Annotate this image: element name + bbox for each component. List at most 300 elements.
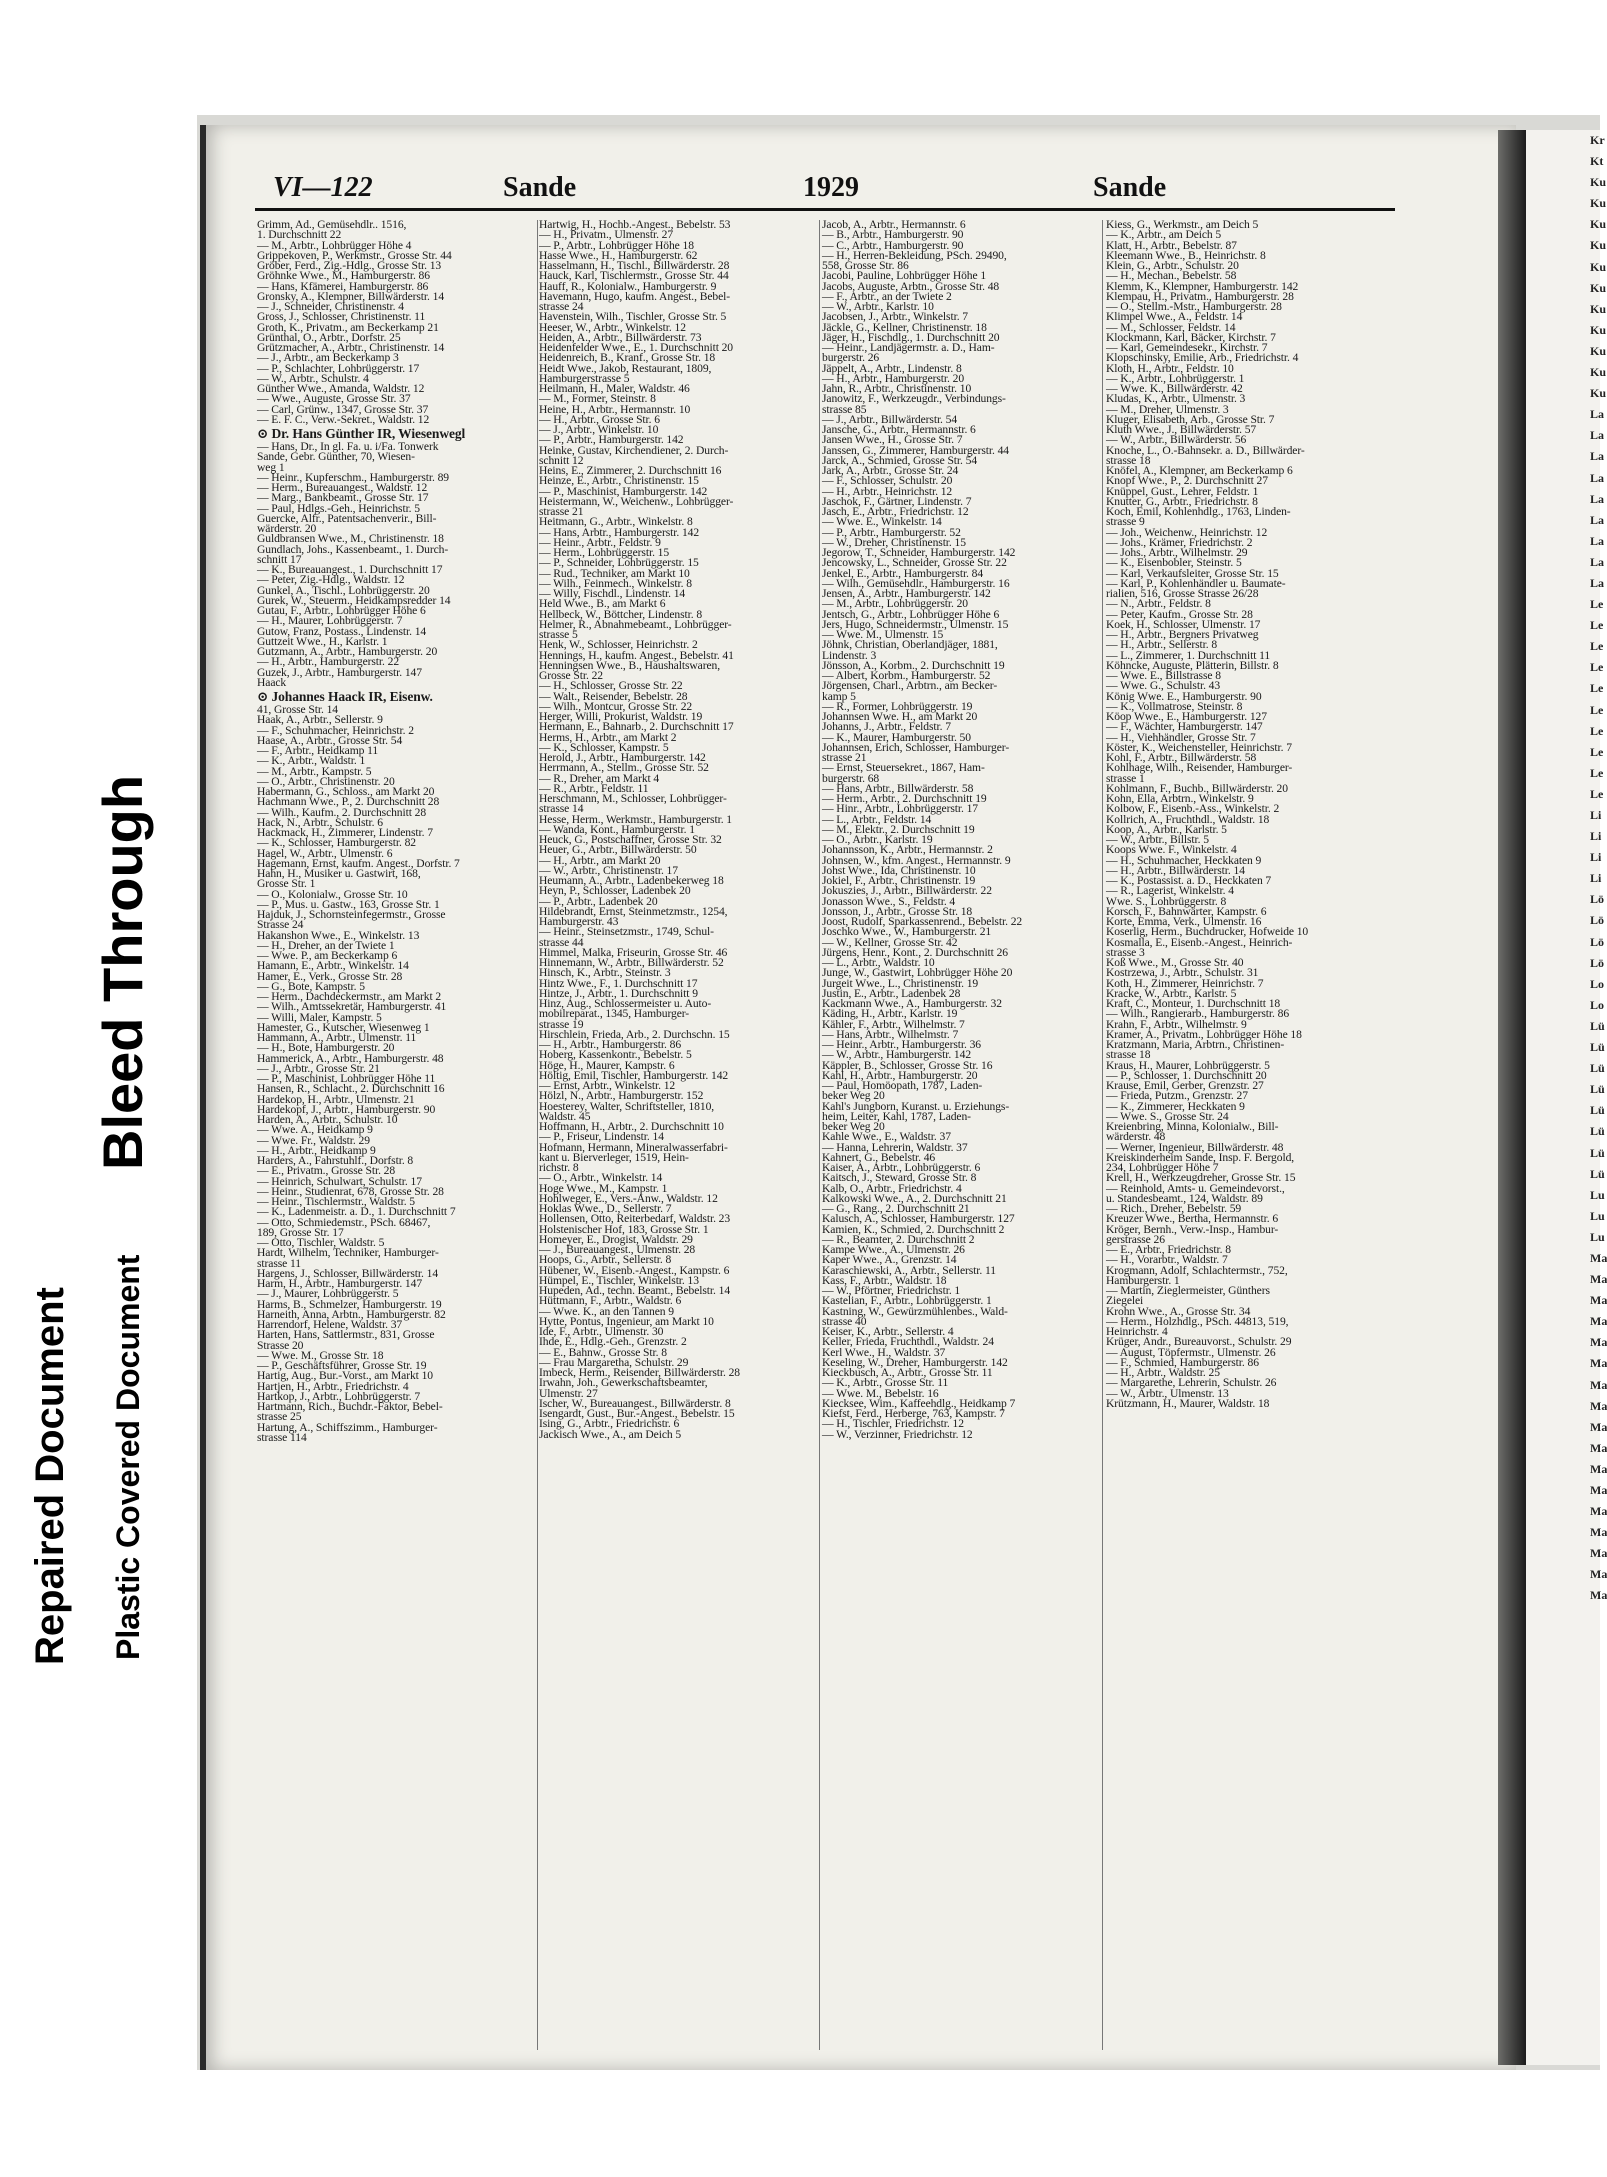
directory-entry: — H., Herren-Bekleidung, PSch. 29490, (822, 248, 1007, 262)
directory-entry: — Wwe. P., am Beckerkamp 6 (257, 949, 398, 962)
directory-entry: Hartwig, H., Hochb.-Angest., Bebelstr. 53 (539, 218, 731, 231)
directory-entry: — August, Töpfermstr., Ulmenstr. 26 (1106, 1345, 1276, 1359)
directory-entry: — O., Arbtr., Winkelstr. 14 (539, 1171, 663, 1185)
directory-entry: strasse 3 (1106, 945, 1145, 959)
directory-entry: Jacobsen, J., Arbtr., Winkelstr. 7 (822, 310, 968, 324)
next-page-stub: Lü (1590, 1082, 1605, 1097)
directory-column-2 (539, 220, 820, 2050)
directory-entry: Kahnert, G., Bebelstr. 46 (822, 1150, 936, 1164)
directory-entry: Klopschinsky, Emilie, Arb., Friedrichstr. 4 (1106, 351, 1299, 365)
directory-entry: Grippekoven, P., Werkmstr., Grosse Str. 44 (257, 248, 452, 262)
directory-entry: Kröger, Bernh., Verw.-Insp., Hambur- (1106, 1222, 1279, 1236)
directory-entry: Kackmann Wwe., A., Hamburgerstr. 32 (822, 997, 1002, 1010)
directory-entry: Hoffmann, H., Arbtr., 2. Durchschnitt 10 (539, 1120, 724, 1133)
directory-entry: — R., Arbtr., Feldstr. 11 (539, 781, 649, 795)
next-page-stub: Li (1590, 808, 1602, 822)
directory-entry: — Hans, Arbtr., Wilhelmstr. 7 (822, 1027, 959, 1041)
next-page-stub: Le (1590, 702, 1604, 717)
directory-entry: Gurek, W., Steuerm., Heidkampsredder 14 (257, 593, 451, 607)
directory-entry: Johannsen, Erich, Schlosser, Hamburger- (822, 740, 1010, 754)
directory-entry: — W., Arbtr., Billstr. 5 (1106, 833, 1209, 846)
directory-entry: Haack (257, 675, 287, 689)
directory-entry: strasse 5 (539, 628, 578, 641)
directory-entry: Kleemann Wwe., B., Heinrichstr. 8 (1106, 248, 1266, 262)
directory-entry: Haak, A., Arbtr., Sellerstr. 9 (257, 713, 383, 727)
directory-entry: Hartjen, H., Arbtr., Friedrichstr. 4 (257, 1379, 409, 1393)
next-page-stub: Ku (1590, 238, 1607, 253)
directory-entry: Heidenreich, B., Kranf., Grosse Str. 18 (539, 351, 716, 365)
next-page-stub: Ku (1590, 343, 1607, 358)
directory-entry: Hamburgerstr. 1 (1106, 1273, 1180, 1287)
directory-entry: — Heinr., Arbtr., Hamburgerstr. 36 (822, 1038, 982, 1051)
directory-entry: — Margarethe, Lehrerin, Schulstr. 26 (1106, 1376, 1277, 1390)
directory-entry: Klemm, K., Klempner, Hamburgerstr. 142 (1106, 279, 1299, 293)
directory-entry: — M., Schlosser, Feldstr. 14 (1106, 320, 1236, 334)
directory-entry: — L., Arbtr., Waldstr. 10 (822, 956, 935, 969)
next-page-stub: Lu (1590, 1187, 1605, 1202)
directory-entry: Knüppel, Gust., Lehrer, Feldstr. 1 (1106, 484, 1259, 498)
directory-entry: — E., Privatm., Grosse Str. 28 (257, 1164, 396, 1178)
directory-entry: Jäger, H., Fischdlg., 1. Durchschnitt 20 (822, 330, 1000, 344)
directory-entry: — Willi, Maler, Kampstr. 5 (257, 1010, 382, 1024)
directory-entry: — H., Mechan., Bebelstr. 58 (1106, 269, 1237, 283)
directory-entry: — O., Kolonialw., Grosse Str. 10 (257, 887, 408, 901)
directory-entry: — Wwe. G., Schulstr. 43 (1106, 679, 1221, 693)
directory-entry: kamp 5 (822, 689, 856, 703)
next-page-stub: Le (1590, 786, 1604, 801)
directory-entry: weg 1 (257, 460, 285, 474)
directory-entry: Lindenstr. 3 (822, 648, 877, 662)
next-page-stub: Lü (1590, 1124, 1605, 1139)
directory-entry: — Wilh., Rangierarb., Hamburgerstr. 86 (1106, 1007, 1290, 1021)
next-page-stub: La (1590, 449, 1605, 464)
directory-entry: — H., Maurer, Lohbrüggerstr. 7 (257, 614, 403, 628)
directory-entry: — H., Dreher, an der Twiete 1 (257, 938, 395, 952)
directory-entry: — Wwe. K., an den Tannen 9 (539, 1304, 674, 1318)
directory-entry: strasse 1 (1106, 771, 1145, 785)
directory-entry: — K., Bureauangest., 1. Durchschnitt 17 (257, 563, 443, 576)
next-page-stub: Lö (1590, 955, 1605, 970)
directory-entry: — Herm., Dachdeckermstr., am Markt 2 (257, 990, 442, 1003)
directory-entry: Hirschlein, Frieda, Arb., 2. Durchschn. 15 (539, 1027, 730, 1041)
directory-entry: — Hinr., Arbtr., Lohbrüggerstr. 17 (822, 802, 979, 816)
directory-entry: schnitt 17 (257, 552, 302, 566)
directory-entry: — B., Arbtr., Hamburgerstr. 90 (822, 228, 964, 242)
directory-entry: Hoesterey, Walter, Schriftsteller, 1810, (539, 1099, 715, 1113)
directory-entry: strasse 24 (539, 300, 584, 313)
directory-entry: Hardekopf, J., Arbtr., Hamburgerstr. 90 (257, 1102, 436, 1116)
directory-entry: Harten, Hans, Sattlermstr., 831, Grosse (257, 1328, 435, 1342)
directory-entry: Köster, K., Weichensteller, Heinrichstr. 7 (1106, 740, 1292, 754)
directory-entry: Habermann, G., Schloss., am Markt 20 (257, 785, 435, 798)
directory-entry: — P., Maschinist, Lohbrügger Höhe 11 (257, 1072, 436, 1085)
directory-entry: Gronsky, A., Klempner, Billwärderstr. 14 (257, 289, 445, 303)
directory-entry: Jentsch, G., Arbtr., Lohbrügger Höhe 6 (822, 607, 1000, 621)
directory-entry: Hamer, E., Verk., Grosse Str. 28 (257, 969, 403, 983)
directory-entry: Hamburgerstr. 43 (539, 915, 619, 928)
directory-entry: — Martin, Zieglermeister, Günthers (1106, 1284, 1270, 1297)
directory-entry: Justin, E., Arbtr., Ladenbek 28 (822, 986, 961, 1000)
directory-entry: Ising, G., Arbtr., Friedrichstr. 6 (539, 1417, 680, 1431)
next-page-stub: Ma (1590, 1293, 1607, 1308)
directory-entry: Homeyer, E., Drogist, Waldstr. 29 (539, 1232, 693, 1246)
next-page-stub: Ma (1590, 1419, 1607, 1434)
directory-entry: Hardekop, H., Arbtr., Ulmenstr. 21 (257, 1092, 415, 1106)
directory-entry: — O., Arbtr., Karlstr. 19 (822, 833, 933, 846)
directory-entry: — H., Privatm., Ulmenstr. 27 (539, 228, 674, 242)
directory-entry: — W., Verzinner, Friedrichstr. 12 (822, 1427, 973, 1441)
directory-entry: Guercke, Alfr., Patentsachenverir., Bill- (257, 511, 437, 525)
directory-entry: — W., Arbtr., Schulstr. 4 (257, 371, 369, 385)
directory-entry: — Karl, Gemeindesekr., Kirchstr. 7 (1106, 341, 1268, 354)
directory-entry: Jansen Wwe., H., Grosse Str. 7 (822, 433, 963, 447)
directory-entry: — H., Arbtr., Billwärderstr. 14 (1106, 863, 1245, 877)
directory-entry: Herrmann, A., Stellm., Grosse Str. 52 (539, 761, 709, 775)
directory-entry: ⊙ Johannes Haack IR, Eisenw. (257, 689, 433, 704)
directory-entry: Jacobs, Auguste, Arbtn., Grosse Str. 48 (822, 279, 1000, 293)
directory-entry: 1. Durchschnitt 22 (257, 228, 342, 242)
directory-entry: strasse 114 (257, 1430, 307, 1444)
next-page-stub: Ma (1590, 1567, 1607, 1582)
directory-entry: Kaiser, A., Arbtr., Lohbrüggerstr. 6 (822, 1161, 981, 1174)
label-repaired-document: Repaired Document (28, 1287, 72, 1665)
directory-entry: Krogmann, Adolf, Schlachtermstr., 752, (1106, 1263, 1288, 1277)
directory-entry: — R., Beamter, 2. Durchschnitt 2 (822, 1232, 975, 1246)
directory-entry: Jackisch Wwe., A., am Deich 5 (539, 1427, 682, 1441)
directory-entry: Joost, Rudolf, Sparkassenrend., Bebelstr. 22 (822, 915, 1023, 928)
directory-entry: — H., Arbtr., am Markt 20 (539, 853, 661, 867)
directory-column-1 (257, 220, 538, 2050)
directory-entry: Kollrich, A., Fruchthdl., Waldstr. 18 (1106, 812, 1270, 826)
next-page-stub: Kr (1590, 133, 1605, 147)
directory-entry: Hölzl, N., Arbtr., Hamburgerstr. 152 (539, 1089, 704, 1103)
directory-entry: — H., Arbtr., Hamburgerstr. 20 (822, 371, 965, 385)
next-page-stub: La (1590, 554, 1605, 569)
directory-entry: Havenstein, Wilh., Tischler, Grosse Str. 5 (539, 310, 727, 324)
next-page-stub: Lü (1590, 1166, 1605, 1181)
directory-entry: Jensen, A., Arbtr., Hamburgerstr. 142 (822, 587, 991, 600)
directory-entry: Holstenischer Hof, 183, Grosse Str. 1 (539, 1222, 709, 1236)
directory-entry: — M., Arbtr., Kampstr. 5 (257, 764, 372, 778)
directory-entry: Hesse, Herm., Werkmstr., Hamburgerstr. 1 (539, 812, 732, 826)
directory-entry: Heumann, A., Arbtr., Ladenbekerweg 18 (539, 874, 724, 887)
directory-entry: Hytte, Pontus, Ingenieur, am Markt 10 (539, 1314, 714, 1328)
directory-entry: — Frieda, Putzm., Grenzstr. 27 (1106, 1089, 1248, 1103)
next-page-stub: Ma (1590, 1377, 1607, 1392)
directory-entry: — Hans, Arbtr., Billwärderstr. 58 (822, 781, 974, 795)
directory-entry: strasse 21 (539, 505, 584, 518)
directory-entry: Gröber, Ferd., Zig.-Hdlg., Grosse Str. 13 (257, 259, 442, 272)
directory-entry: — K., Schlosser, Hamburgerstr. 82 (257, 836, 416, 850)
directory-entry: Kloth, H., Arbtr., Feldstr. 10 (1106, 361, 1234, 375)
next-page-stub: Ma (1590, 1356, 1607, 1371)
directory-entry: — K., Eisenbobler, Steinstr. 5 (1106, 556, 1242, 570)
next-page-stub: Le (1590, 765, 1604, 780)
next-page-stub: Lü (1590, 1018, 1605, 1033)
directory-entry: Hartmann, Rich., Buchdr.-Faktor, Bebel- (257, 1400, 443, 1413)
directory-entry: Herold, J., Arbtr., Hamburgerstr. 142 (539, 751, 706, 764)
directory-entry: — Otto, Tischler, Waldstr. 5 (257, 1236, 385, 1249)
directory-entry: König Wwe. E., Hamburgerstr. 90 (1106, 689, 1262, 703)
directory-entry: — H., Arbtr., Sellerstr. 8 (1106, 638, 1218, 652)
directory-entry: — H., Arbtr., Heinrichstr. 12 (822, 484, 953, 498)
directory-entry: — H., Vorarbtr., Waldstr. 7 (1106, 1253, 1228, 1267)
directory-entry: Kluger, Elisabeth, Arb., Grosse Str. 7 (1106, 412, 1275, 426)
next-page-stub: Le (1590, 660, 1604, 675)
directory-entry: Heeser, W., Arbtr., Winkelstr. 12 (539, 320, 686, 334)
next-page-stub: La (1590, 533, 1605, 548)
directory-entry: — Willy, Fischdl., Lindenstr. 14 (539, 587, 686, 600)
directory-entry: Kamien, K., Schmied, 2. Durchschnitt 2 (822, 1222, 1005, 1236)
next-page-stub: La (1590, 575, 1605, 590)
directory-entry: Kohn, Ella, Arbtrn., Winkelstr. 9 (1106, 792, 1254, 805)
next-page-stub: Lü (1590, 1040, 1605, 1055)
next-page-stub: La (1590, 512, 1605, 527)
directory-entry: heim, Leiter, Kahl, 1787, Laden- (822, 1109, 971, 1123)
directory-entry: — W., Dreher, Christinenstr. 15 (822, 535, 966, 549)
next-page-edge (1526, 130, 1607, 2065)
directory-entry: strasse 14 (539, 802, 584, 816)
directory-entry: Kreienbring, Minna, Kolonialw., Bill- (1106, 1120, 1279, 1133)
next-page-stub: Kt (1590, 154, 1604, 169)
next-page-stub: Ku (1590, 259, 1607, 274)
directory-entry: Kastelian, F., Arbtr., Lohbrüggerstr. 1 (822, 1294, 992, 1308)
directory-entry: Jaschok, F., Gärtner, Lindenstr. 7 (822, 494, 972, 508)
next-page-stub: Le (1590, 597, 1604, 612)
directory-entry: Käppler, B., Schlosser, Grosse Str. 16 (822, 1058, 993, 1072)
directory-entry: Ziegelei (1106, 1294, 1144, 1308)
directory-entry: Janowitz, F., Werkzeugdr., Verbindungs- (822, 392, 1006, 406)
next-page-stub: La (1590, 470, 1605, 485)
directory-entry: — Otto, Schmiedemstr., PSch. 68467, (257, 1215, 431, 1229)
directory-entry: — Albert, Korbm., Hamburgerstr. 52 (822, 669, 991, 682)
directory-entry: — Heinrich, Schulwart, Schulstr. 17 (257, 1174, 422, 1188)
directory-entry: — Herm., Bureauangest., Waldstr. 12 (257, 481, 428, 494)
directory-entry: Jahn, R., Arbtr., Christinenstr. 10 (822, 382, 972, 395)
directory-entry: — Wwe. Fr., Waldstr. 29 (257, 1133, 370, 1147)
directory-entry: Kreiskinderheim Sande, Insp. F. Bergold, (1106, 1150, 1295, 1164)
next-page-stub: Ma (1590, 1504, 1607, 1519)
directory-entry: — J., Maurer, Lohbrüggerstr. 5 (257, 1287, 399, 1301)
directory-entry: Kieckbusch, A., Arbtr., Grosse Str. 11 (822, 1366, 993, 1379)
directory-entry: Knöfel, A., Klempner, am Beckerkamp 6 (1106, 464, 1293, 477)
directory-entry: Kalb, O., Arbtr., Friedrichstr. 4 (822, 1181, 962, 1195)
directory-entry: Jokuszies, J., Arbtr., Billwärderstr. 22 (822, 884, 992, 898)
directory-entry: Hinz, Aug., Schlossermeister u. Auto- (539, 997, 712, 1010)
directory-entry: Hümpel, E., Tischler, Winkelstr. 13 (539, 1273, 699, 1287)
directory-entry: Hofmann, Hermann, Mineralwasserfabri- (539, 1140, 728, 1154)
directory-entry: — Reinhold, Amts- u. Gemeindevorst., (1106, 1181, 1285, 1195)
next-page-stub: Lu (1590, 1208, 1605, 1223)
directory-entry: Heistermann, W., Weichenw., Lohbrügger- (539, 494, 734, 508)
directory-entry: Köhncke, Auguste, Plätterin, Billstr. 8 (1106, 658, 1279, 672)
directory-entry: Johnsen, W., kfm. Angest., Hermannstr. 9 (822, 853, 1011, 867)
next-page-stub: Ma (1590, 1546, 1607, 1561)
directory-entry: — W., Arbtr., Billwärderstr. 56 (1106, 433, 1247, 447)
directory-entry: Jäckle, G., Kellner, Christinenstr. 18 (822, 320, 987, 334)
directory-entry: Hartkop, J., Arbtr., Lohbrüggerstr. 7 (257, 1389, 421, 1403)
next-page-stub: Ku (1590, 280, 1607, 295)
directory-entry: — Johs., Krämer, Friedrichstr. 2 (1106, 535, 1253, 549)
directory-entry: — H., Viehhändler, Grosse Str. 7 (1106, 730, 1256, 744)
directory-entry: Hahn, H., Musiker u. Gastwirt, 168, (257, 867, 421, 880)
directory-entry: — L., Zimmerer, 1. Durchschnitt 11 (1106, 648, 1271, 662)
directory-entry: — F., Schmied, Hamburgerstr. 86 (1106, 1355, 1259, 1369)
directory-entry: ⊙ Dr. Hans Günther IR, Wiesenwegl (257, 426, 466, 441)
next-page-stub: Lö (1590, 913, 1605, 928)
directory-entry: — Wwe. M., Bebelstr. 16 (822, 1386, 939, 1400)
directory-entry: — W., Kellner, Grosse Str. 42 (822, 935, 958, 949)
directory-entry: Höge, H., Maurer, Kampstr. 6 (539, 1058, 675, 1072)
directory-entry: Jencowsky, L., Schneider, Grosse Str. 22 (822, 556, 1007, 570)
directory-entry: — E., Arbtr., Friedrichstr. 8 (1106, 1243, 1231, 1256)
directory-entry: — Wwe. M., Ulmenstr. 15 (822, 628, 944, 641)
directory-entry: Kahle Wwe., E., Waldstr. 37 (822, 1130, 951, 1144)
next-page-stub: Ma (1590, 1483, 1607, 1497)
directory-entry: — K., Vollmatrose, Steinstr. 8 (1106, 699, 1243, 713)
next-page-stub: Le (1590, 639, 1604, 654)
directory-entry: Hasselmann, H., Tischl., Billwärderstr. 28 (539, 259, 730, 272)
directory-entry: Hakanshon Wwe., E., Winkelstr. 13 (257, 928, 420, 942)
directory-entry: Gutzmann, A., Arbtr., Hamburgerstr. 20 (257, 645, 438, 658)
directory-entry: — H., Arbtr., Hamburgerstr. 86 (539, 1038, 682, 1051)
next-page-stub: Ku (1590, 196, 1607, 211)
directory-entry: — O., Stellm.-Mstr., Hamburgerstr. 28 (1106, 300, 1282, 313)
directory-entry: Kosmalla, E., Eisenb.-Angest., Heinrich- (1106, 935, 1293, 949)
directory-entry: strasse 40 (822, 1314, 867, 1328)
next-page-stub: Li (1590, 871, 1602, 886)
directory-entry: Heuer, G., Arbtr., Billwärderstr. 50 (539, 843, 697, 857)
directory-entry: 41, Grosse Str. 14 (257, 703, 338, 716)
directory-entry: Heidt Wwe., Jakob, Restaurant, 1809, (539, 361, 712, 375)
directory-entry: Heyn, P., Schlosser, Ladenbek 20 (539, 884, 691, 898)
directory-entry: strasse 19 (539, 1017, 584, 1031)
directory-entry: — F., Schlosser, Schulstr. 20 (822, 474, 953, 488)
directory-entry: Hohlweger, E., Vers.-Anw., Waldstr. 12 (539, 1191, 718, 1205)
directory-entry: — P., Mus. u. Gastw., 163, Grosse Str. 1 (257, 897, 440, 911)
directory-entry: — K., Schlosser, Kampstr. 5 (539, 740, 669, 754)
directory-entry: Kiefst, Ferd., Herberge, 763, Kampstr. 7 (822, 1407, 1005, 1420)
directory-entry: Grützmacher, A., Arbtr., Christinenstr. 14 (257, 341, 445, 354)
next-page-stub: Ma (1590, 1250, 1607, 1265)
next-page-stub: Ku (1590, 322, 1607, 337)
directory-entry: burgerstr. 26 (822, 351, 880, 365)
directory-entry: Jansche, G., Arbtr., Hermannstr. 6 (822, 423, 976, 436)
directory-entry: — R., Dreher, am Markt 4 (539, 771, 660, 785)
directory-entry: Imbeck, Herm., Reisender, Billwärderstr. 28 (539, 1366, 740, 1379)
directory-entry: Jarck, A., Schmied, Grosse Str. 54 (822, 453, 978, 467)
directory-entry: — H., Tischler, Friedrichstr. 12 (822, 1417, 964, 1431)
directory-entry: Grünthal, O., Arbtr., Dorfstr. 25 (257, 330, 401, 344)
directory-entry: Krüger, Andr., Bureauvorst., Schulstr. 29 (1106, 1335, 1292, 1349)
directory-entry: Herschmann, M., Schlosser, Lohbrügger- (539, 792, 727, 805)
directory-entry: Hoops, G., Arbtr., Sellerstr. 8 (539, 1253, 672, 1267)
directory-entry: Jokiel, F., Arbtr., Christinenstr. 19 (822, 874, 976, 887)
header-year: 1929 (803, 172, 859, 203)
directory-entry: Haase, A., Arbtr., Grosse Str. 54 (257, 733, 403, 747)
directory-entry: Ihde, E., Hdlg.-Geh., Grenzstr. 2 (539, 1335, 687, 1349)
next-page-stub: Li (1590, 850, 1602, 865)
directory-entry: Kahl's Jungborn, Kuranst. u. Erziehungs- (822, 1099, 1010, 1113)
directory-entry: Kaper Wwe., A., Grenzstr. 14 (822, 1253, 957, 1267)
directory-entry: Günther Wwe., Amanda, Waldstr. 12 (257, 382, 425, 395)
directory-entry: schnitt 12 (539, 453, 584, 467)
directory-entry: — F., Wächter, Hamburgerstr. 147 (1106, 720, 1263, 734)
directory-entry: Klein, G., Arbtr., Schulstr. 20 (1106, 259, 1239, 272)
directory-entry: Ide, F., Arbtr., Ulmenstr. 30 (539, 1325, 664, 1338)
directory-entry: Johst Wwe., Ida, Christinenstr. 10 (822, 863, 976, 877)
directory-entry: — Frau Margaretha, Schulstr. 29 (539, 1355, 689, 1369)
directory-entry: — K., Arbtr., am Deich 5 (1106, 228, 1222, 242)
directory-entry: — W., Pförtner, Friedrichstr. 1 (822, 1284, 961, 1297)
directory-entry: Kahl, H., Arbtr., Hamburgerstr. 20 (822, 1068, 978, 1082)
directory-entry: — H., Arbtr., Grosse Str. 6 (539, 412, 660, 426)
directory-entry: Janssen, G., Zimmerer, Hamburgerstr. 44 (822, 443, 1010, 457)
directory-entry: Keiser, K., Arbtr., Sellerstr. 4 (822, 1325, 954, 1338)
directory-entry: Keseling, W., Dreher, Hamburgerstr. 142 (822, 1355, 1008, 1369)
directory-entry: Koserlig, Herm., Buchdrucker, Hofweide 10 (1106, 925, 1309, 939)
directory-entry: — M., Dreher, Ulmenstr. 3 (1106, 402, 1229, 416)
directory-entry: — E. F. C., Verw.-Sekret., Waldstr. 12 (257, 412, 430, 426)
directory-entry: Hinsch, K., Arbtr., Steinstr. 3 (539, 966, 671, 980)
directory-entry: — Paul, Homöopath, 1787, Laden- (822, 1079, 983, 1092)
directory-entry: — K., Zimmerer, Heckkaten 9 (1106, 1099, 1245, 1113)
directory-entry: Waldstr. 45 (539, 1109, 591, 1123)
directory-entry: Kraft, C., Monteur, 1. Durchschnitt 18 (1106, 997, 1281, 1010)
directory-entry: Jark, A., Arbtr., Grosse Str. 24 (822, 464, 959, 477)
next-page-stub: Ma (1590, 1272, 1607, 1287)
directory-entry: — K., Ladenmeistr. a. D., 1. Durchschnitt 7 (257, 1205, 456, 1219)
directory-entry: — Wilh., Montcur, Grosse Str. 22 (539, 699, 693, 713)
directory-entry: Heilmann, H., Maler, Waldstr. 46 (539, 382, 690, 395)
directory-entry: — Wwe. M., Grosse Str. 18 (257, 1348, 384, 1362)
directory-entry: strasse 18 (1106, 453, 1151, 467)
directory-entry: Harden, A., Arbtr., Schulstr. 10 (257, 1113, 398, 1126)
directory-entry: — Wwe. A., Heidkamp 9 (257, 1123, 373, 1137)
directory-entry: Hajduk, J., Schornsteinfegermstr., Grosse (257, 908, 446, 921)
directory-entry: beker Weg 20 (822, 1120, 885, 1133)
page-number: VI—122 (273, 172, 373, 203)
directory-entry: — M., Arbtr., Lohbrügger Höhe 4 (257, 238, 412, 252)
directory-entry: — Karl, Verkaufsleiter, Grosse Str. 15 (1106, 566, 1279, 580)
directory-entry: Jönsson, A., Korbm., 2. Durchschnitt 19 (822, 658, 1005, 672)
directory-entry: — J., Arbtr., Winkelstr. 10 (539, 423, 659, 436)
directory-entry: Herger, Willi, Prokurist, Waldstr. 19 (539, 710, 703, 723)
directory-entry: — Ernst, Steuersekret., 1867, Ham- (822, 761, 985, 775)
directory-entry: Koops Wwe. F., Winkelstr. 4 (1106, 843, 1237, 857)
directory-entry: Knoche, L., O.-Bahnsekr. a. D., Billwärder- (1106, 443, 1305, 457)
directory-entry: Kohlhage, Wilh., Reisender, Hamburger- (1106, 761, 1293, 775)
directory-entry: — F., Arbtr., an der Twiete 2 (822, 289, 952, 303)
directory-entry: — P., Geschäftsführer, Grosse Str. 19 (257, 1359, 427, 1372)
next-page-stub: Ku (1590, 386, 1607, 401)
directory-entry: Grosse Str. 1 (257, 877, 316, 891)
directory-entry: Hachmann Wwe., P., 2. Durchschnitt 28 (257, 795, 440, 809)
directory-entry: Koth, H., Zimmerer, Heinrichstr. 7 (1106, 976, 1264, 990)
directory-entry: — P., Arbtr., Ladenbek 20 (539, 894, 658, 908)
directory-entry: Heiden, A., Arbtr., Billwärderstr. 73 (539, 330, 702, 344)
directory-entry: rialien, 516, Grosse Strasse 26/28 (1106, 587, 1259, 600)
directory-entry: Kiecksee, Wim., Kaffeehdlg., Heidkamp 7 (822, 1396, 1016, 1410)
directory-entry: 189, Grosse Str. 17 (257, 1225, 344, 1239)
directory-entry: Gunkel, A., Tischl., Lohbrüggerstr. 20 (257, 583, 430, 597)
directory-entry: — C., Arbtr., Hamburgerstr. 90 (822, 238, 964, 252)
directory-entry: Hartung, A., Schiffszimm., Hamburger- (257, 1420, 438, 1434)
label-bleed-through: Bleed Through (91, 774, 154, 1170)
directory-entry: — Peter, Kaufm., Grosse Str. 28 (1106, 607, 1253, 621)
directory-entry: Keller, Frieda, Fruchthdl., Waldstr. 24 (822, 1335, 994, 1349)
next-page-stub: Lo (1590, 976, 1605, 991)
